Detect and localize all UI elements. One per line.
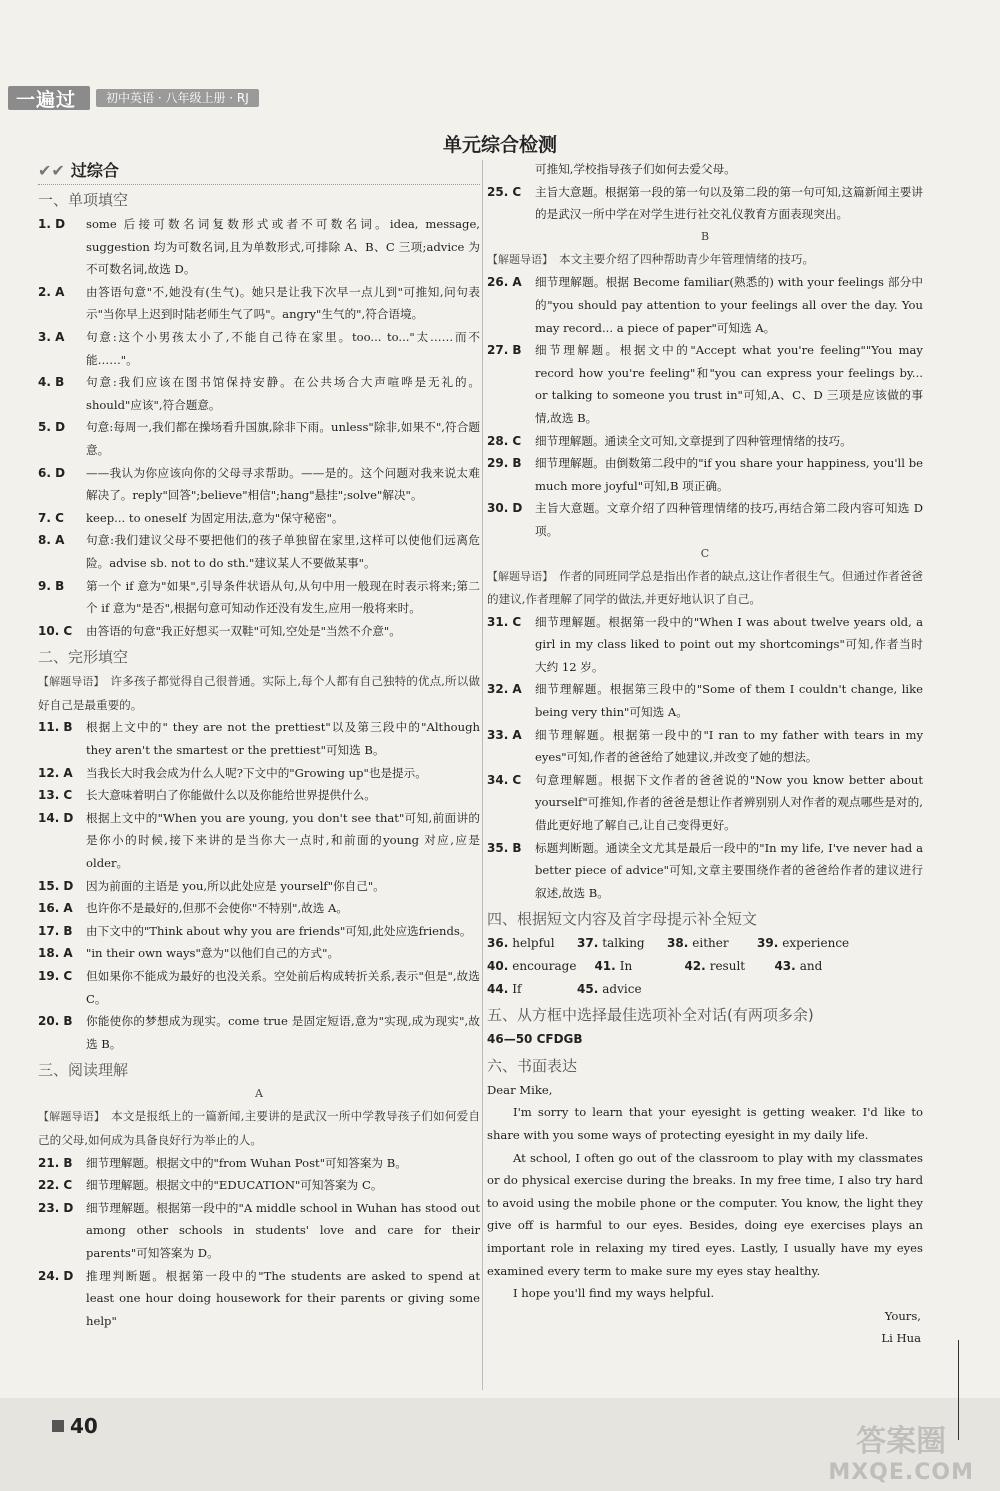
letter-paragraph: I'm sorry to learn that your eyesight is getting weaker. I'd like to share with you some ways of protecting eyesight in my daily life. — [487, 1105, 923, 1142]
question-number: 19. C — [38, 969, 73, 983]
guide-tag: 【解题导语】 — [38, 675, 105, 689]
answer-item — [487, 724, 923, 769]
explanation-text: 细节理解题。根据第一段中的"When I was about twelve years old, a girl in my class liked to point out my shortcomings"可知,作者当时大约 12 岁。 — [535, 614, 923, 674]
blank-number: 36. — [487, 936, 509, 951]
guide-text: 许多孩子都觉得自己很普通。实际上,每个人都有自己独特的优点,所以做好自己是最重要的。 — [38, 674, 481, 712]
answer-item — [487, 452, 923, 497]
answer-item — [38, 371, 480, 416]
answer-item — [487, 339, 923, 429]
question-number: 5. D — [38, 420, 66, 435]
blank-word: result — [709, 959, 746, 973]
blank-answer — [577, 932, 649, 955]
answer-list — [38, 1152, 480, 1333]
answer-item — [487, 181, 923, 226]
explanation-text: 细节理解题。根据文中的"Accept what you're feeling""You may record how you're feeling"和"you can express your feelings by... or talking to someone you trust in"可知,A、C、D 三项是应该做的事情,故选 B。 — [535, 343, 923, 425]
explanation-text: 由答语的句意"我正好想买一双鞋"可知,空处是"当然不介意"。 — [86, 623, 401, 638]
guide-tag: 【解题导语】 — [38, 1110, 106, 1124]
answer-item — [38, 529, 480, 574]
question-number: 4. B — [38, 375, 65, 390]
explanation-text: 当我长大时我会成为什么人呢?下文中的"Growing up"也是提示。 — [86, 765, 427, 780]
letter-paragraph: I hope you'll find my ways helpful. — [513, 1286, 715, 1301]
left-column — [38, 158, 480, 1332]
blank-answer — [487, 955, 576, 978]
explanation-text: 细节理解题。根据第一段中的"I ran to my father with tears in my eyes"可知,作者的爸爸给了她建议,并改变了她的想法。 — [535, 727, 923, 765]
logo-text: 一遍过 — [16, 88, 77, 111]
passage-letter: C — [700, 546, 710, 560]
blank-word: If — [512, 981, 522, 996]
question-number: 30. D — [487, 501, 523, 516]
check-marks-icon: ✔✔ — [38, 160, 65, 180]
explanation-text: 但如果你不能成为最好的也没关系。空处前后构成转折关系,表示"但是",故选 C。 — [86, 969, 480, 1006]
section-heading: 四、根据短文内容及首字母提示补全短文 — [487, 910, 758, 929]
answer-item — [487, 769, 923, 837]
blank-number: 37. — [577, 936, 599, 951]
answer-item — [487, 678, 923, 723]
series-label: 初中英语 · 八年级上册 · RJ — [96, 89, 259, 107]
explanation-text: 由下文中的"Think about why you are friends"可知,此处应选friends。 — [86, 923, 472, 938]
blank-number: 38. — [667, 936, 689, 951]
explanation-text: 句意理解题。根据下文作者的爸爸说的"Now you know better about yourself"可推知,作者的爸爸是想让作者辨别别人对作者的观点哪些是对的,借此更好地了解自己,让自己变得更好。 — [535, 772, 923, 833]
page-title: 单元综合检测 — [442, 134, 557, 156]
explanation-text: 长大意味着明白了你能做什么以及你能给世界提供什么。 — [86, 788, 376, 803]
right-column — [487, 158, 923, 1350]
answer-item — [487, 837, 923, 905]
answer-item — [487, 497, 923, 542]
guide-note — [487, 248, 923, 272]
blank-word: In — [619, 959, 633, 973]
question-number: 3. A — [38, 329, 65, 344]
guide-tag: 【解题导语】 — [487, 252, 553, 266]
guide-text: 作者的同班同学总是指出作者的缺点,这让作者很生气。但通过作者爸爸的建议,作者理解了同学的做法,并更好地认识了自己。 — [487, 568, 923, 607]
blank-number: 42. — [684, 959, 706, 973]
answer-item — [38, 1265, 480, 1333]
section-heading: 五、从方框中选择最佳选项补全对话(有两项多余) — [487, 1006, 814, 1025]
answer-item — [38, 920, 480, 943]
blank-word: experience — [782, 936, 850, 951]
explanation-text: 细节理解题。通读全文可知,文章提到了四种管理情绪的技巧。 — [535, 433, 852, 448]
blank-word: and — [799, 959, 823, 973]
book-header — [8, 86, 259, 110]
explanation-text: 你能使你的梦想成为现实。come true 是固定短语,意为"实现,成为现实",故选 B。 — [86, 1014, 480, 1051]
question-number: 24. D — [38, 1268, 74, 1283]
answer-item — [487, 611, 923, 679]
continued-text: 可推知,学校指导孩子们如何去爱父母。 — [535, 162, 736, 176]
blank-answer — [594, 955, 666, 978]
guide-note — [38, 1105, 480, 1151]
question-number: 6. D — [38, 465, 66, 480]
question-number: 16. A — [38, 901, 73, 916]
question-number: 8. A — [38, 533, 65, 548]
blank-answer — [774, 955, 846, 978]
blank-number: 45. — [577, 981, 599, 996]
explanation-text: 由答语句意"不,她没有(生气)。她只是让我下次早一点儿到"可推知,问句表示"当你早上迟到时陆老师生气了吗"。angry"生气的",符合语境。 — [86, 284, 480, 322]
letter-closing: Yours, — [884, 1308, 921, 1323]
blank-answer — [577, 978, 642, 1001]
explanation-text: 句意:这个小男孩太小了,不能自己待在家里。too... to..."太……而不能……"。 — [86, 329, 480, 367]
question-number: 27. B — [487, 343, 522, 358]
guide-text: 本文是报纸上的一篇新闻,主要讲的是武汉一所中学教导孩子们如何爱自己的父母,如何成为具备良好行为举止的人。 — [38, 1109, 480, 1147]
blank-answer — [487, 978, 559, 1001]
question-number: 22. C — [38, 1178, 73, 1193]
watermark-url: MXQE.COM — [828, 1460, 974, 1485]
answer-item — [38, 620, 480, 643]
question-number: 7. C — [38, 510, 64, 525]
model-letter — [487, 1079, 923, 1350]
explanation-text: 句意:我们建议父母不要把他们的孩子单独留在家里,这样可以使他们远离危险。advise sb. not to do sth."建议某人不要做某事"。 — [86, 533, 480, 570]
question-number: 17. B — [38, 923, 73, 938]
answer-item — [38, 462, 480, 507]
answer-item — [38, 762, 480, 785]
explanation-text: keep... to oneself 为固定用法,意为"保守秘密"。 — [86, 510, 344, 525]
blank-number: 39. — [757, 936, 779, 951]
question-number: 13. C — [38, 788, 73, 803]
guide-tag: 【解题导语】 — [487, 569, 554, 583]
answer-list — [38, 213, 480, 642]
explanation-text: 句意:每周一,我们都在操场看升国旗,除非下雨。unless"除非,如果不",符合题意。 — [86, 420, 480, 457]
question-number: 26. A — [487, 275, 522, 290]
answer-list — [487, 271, 923, 542]
watermark-brand: 答案圈 — [856, 1424, 947, 1459]
explanation-text: 细节理解题。根据文中的"EDUCATION"可知答案为 C。 — [86, 1178, 383, 1193]
banner-title: 过综合 — [70, 160, 119, 180]
blank-word: either — [692, 936, 729, 951]
answer-list — [487, 181, 923, 226]
blank-word: helpful — [512, 936, 555, 951]
answer-item — [38, 1174, 480, 1197]
answer-item — [38, 416, 480, 461]
question-number: 1. D — [38, 217, 66, 231]
explanation-text: 推理判断题。根据第一段中的"The students are asked to spend at least one hour doing housework for their parents or giving some help" — [86, 1268, 480, 1328]
explanation-text: "in their own ways"意为"以他们自己的方式"。 — [86, 946, 340, 961]
question-number: 10. C — [38, 623, 73, 638]
answer-item — [487, 271, 923, 339]
blank-word: advice — [602, 981, 642, 996]
explanation-text: 主旨大意题。文章介绍了四种管理情绪的技巧,再结合第二段内容可知选 D 项。 — [535, 501, 923, 538]
blank-number: 44. — [487, 981, 509, 996]
explanation-text: ——我认为你应该向你的父母寻求帮助。——是的。这个问题对我来说太难解决了。reply"回答";believe"相信";hang"悬挂";solve"解决"。 — [86, 465, 480, 503]
question-number: 28. C — [487, 433, 522, 448]
answer-item — [38, 942, 480, 965]
blank-answer — [757, 932, 850, 955]
page-footer — [52, 1414, 98, 1438]
section-heading: 一、单项填空 — [38, 191, 129, 209]
answer-item — [38, 575, 480, 620]
explanation-text: 根据上文中的" they are not the prettiest"以及第三段中的"Although they aren't the smartest or the prettiest"可知选 B。 — [86, 720, 480, 758]
answer-item — [38, 326, 480, 371]
question-number: 2. A — [38, 284, 65, 299]
question-number: 15. D — [38, 878, 74, 893]
answer-list — [38, 716, 480, 1055]
guide-note — [38, 670, 480, 716]
answer-list — [487, 611, 923, 905]
question-number: 23. D — [38, 1200, 74, 1215]
explanation-text: 主旨大意题。根据第一段的第一句以及第二段的第一句可知,这篇新闻主要讲的是武汉一所中学在对学生进行社交礼仪教育方面表现突出。 — [535, 184, 923, 222]
section-heading: 三、阅读理解 — [38, 1061, 129, 1080]
explanation-text: 细节理解题。根据第一段中的"A middle school in Wuhan has stood out among other schools in students' love and care for their parents"可知答案为 D。 — [86, 1200, 480, 1260]
question-number: 20. B — [38, 1014, 73, 1029]
answer-item — [38, 213, 480, 281]
answer-item — [38, 1197, 480, 1265]
blank-number: 43. — [774, 959, 796, 973]
answer-item — [38, 897, 480, 920]
blank-answer — [684, 955, 756, 978]
section-heading: 六、书面表达 — [487, 1056, 578, 1075]
explanation-text: 细节理解题。根据第三段中的"Some of them I couldn't change, like being very thin"可知选 A。 — [535, 682, 923, 720]
explanation-text: 根据上文中的"When you are young, you don't see that"可知,前面讲的是你小的时候,接下来讲的是当你大一点时,和前面的young 对应,应是 older。 — [86, 810, 480, 871]
explanation-text: 因为前面的主语是 you,所以此处应是 yourself"你自己"。 — [86, 878, 385, 893]
question-number: 12. A — [38, 765, 73, 780]
question-number: 18. A — [38, 946, 73, 961]
question-number: 35. B — [487, 840, 522, 855]
answer-item — [38, 784, 480, 807]
page-number: 40 — [70, 1414, 98, 1438]
watermark — [828, 1416, 974, 1485]
question-number: 29. B — [487, 456, 522, 471]
guide-text: 本文主要介绍了四种帮助青少年管理情绪的技巧。 — [559, 251, 815, 266]
answer-item — [38, 875, 480, 898]
explanation-text: 细节理解题。根据文中的"from Wuhan Post"可知答案为 B。 — [86, 1155, 407, 1170]
question-number: 14. D — [38, 810, 74, 825]
section-banner — [38, 158, 480, 185]
blank-number: 41. — [594, 959, 616, 973]
blank-answer — [487, 932, 559, 955]
question-number: 31. C — [487, 614, 522, 629]
explanation-text: some 后接可数名词复数形式或者不可数名词。idea, message, suggestion 均为可数名词,且为单数形式,可排除 A、B、C 三项;advice 为不可数名词,故选 D。 — [86, 217, 480, 277]
answer-item — [38, 1152, 480, 1175]
blank-number: 40. — [487, 959, 509, 973]
explanation-text: 细节理解题。由倒数第二段中的"if you share your happiness, you'll be much more joyful"可知,B 项正确。 — [535, 456, 923, 493]
answer-item — [38, 716, 480, 761]
guide-note — [487, 565, 923, 611]
explanation-text: 细节理解题。根据 Become familiar(熟悉的) with your feelings 部分中的"you should pay attention to your feelings all over the day. You may record... a piece of paper"可知选 A。 — [535, 275, 923, 335]
question-number: 32. A — [487, 682, 522, 697]
passage-letter: B — [700, 229, 710, 243]
question-number: 11. B — [38, 720, 73, 735]
answer-grid — [487, 932, 923, 1000]
question-number: 21. B — [38, 1155, 73, 1170]
question-number: 34. C — [487, 772, 522, 787]
blank-answer — [667, 932, 739, 955]
letter-paragraph: At school, I often go out of the classroom to play with my classmates or do physical exercise during the breaks. In my free time, I also try hard to avoid using the mobile phone or the computer. You know, the light they give off is harmful to our eyes. Besides, doing eye exercises plays an important role in relaxing my tired eyes. Lastly, I usually have my eyes examined every term to make sure my eyes stay healthy. — [487, 1150, 923, 1278]
answer-item — [487, 430, 923, 453]
question-number: 33. A — [487, 727, 522, 742]
brand-logo — [8, 86, 90, 110]
column-divider — [482, 160, 483, 1390]
answer-item — [38, 507, 480, 530]
explanation-text: 也许你不是最好的,但那不会使你"不特别",故选 A。 — [86, 901, 348, 916]
explanation-text: 第一个 if 意为"如果",引导条件状语从句,从句中用一般现在时表示将来;第二个 if 意为"是否",根据句意可知动作还没有发生,应用一般将来时。 — [86, 578, 480, 616]
question-number: 25. C — [487, 184, 522, 199]
answer-item — [38, 281, 480, 326]
letter-greeting: Dear Mike, — [487, 1082, 553, 1097]
explanation-text: 句意:我们应该在图书馆保持安静。在公共场合大声喧哗是无礼的。should"应该",符合题意。 — [86, 375, 480, 412]
question-number: 9. B — [38, 578, 65, 593]
answer-item — [38, 965, 480, 1010]
section-heading: 二、完形填空 — [38, 648, 129, 667]
answer-item — [38, 807, 480, 875]
explanation-text: 标题判断题。通读全文尤其是最后一段中的"In my life, I've never had a better piece of advice"可知,文章主要围绕作者的爸爸给作者的建议进行叙述,故选 B。 — [535, 840, 923, 900]
letter-signature: Li Hua — [881, 1331, 921, 1346]
answer-item — [38, 1010, 480, 1055]
blank-word: talking — [602, 936, 645, 951]
square-icon — [52, 1420, 64, 1432]
blank-word: encourage — [512, 959, 577, 973]
dialogue-answer: 46—50 CFDGB — [487, 1032, 583, 1047]
passage-letter: A — [255, 1087, 263, 1101]
